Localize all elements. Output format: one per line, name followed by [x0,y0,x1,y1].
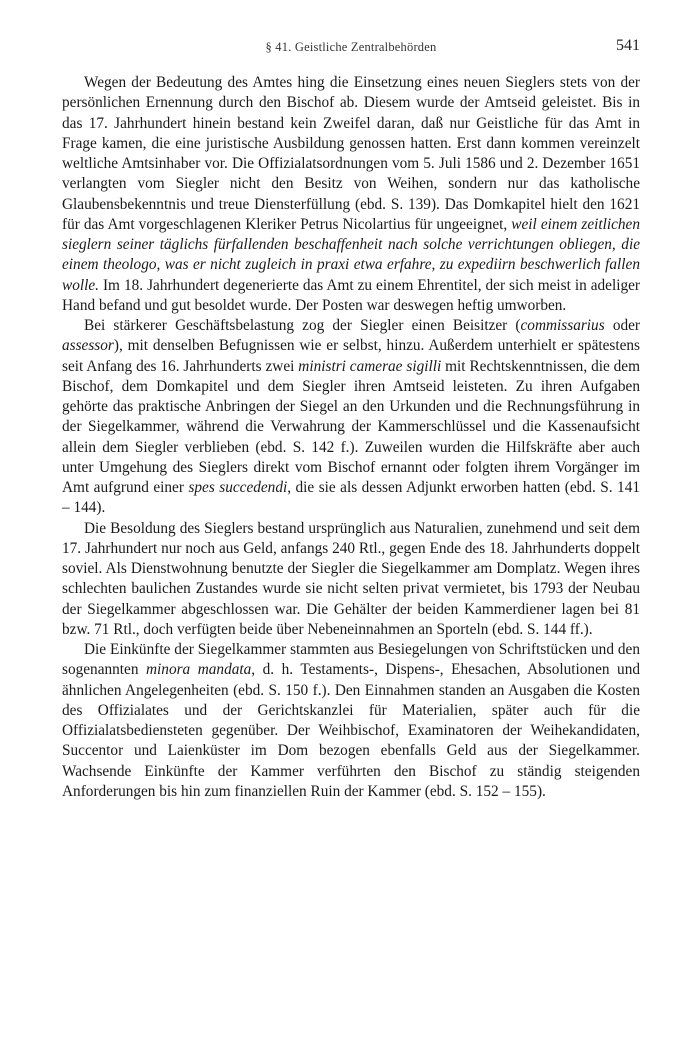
page-number: 541 [616,37,640,54]
paragraph [62,316,640,519]
body-text [62,73,640,802]
paragraph [62,73,640,316]
text-run: oder [604,317,640,334]
italic-phrase: spes succedendi [188,479,288,496]
italic-phrase: minora mandata [146,661,252,679]
text-run: Die Besoldung des Sieglers bestand ursprünglich aus Naturalien, zunehmend und seit dem 17. Jahrhundert nur noch aus Geld, anfangs 240 Rtl., gegen Ende des 18. Jahrhunderts doppelt soviel. Als Dienstwohnung benutzte der Siegler die Siegelkammer am Domplatz. Wegen ihres schlechten baulichen Zustandes wurde sie nicht selten privat vermietet, bis 1793 der Neubau der Siegelkammer abgeschlossen war. Die Gehälter der beiden Kammerdiener lagen bei 81 bzw. 71 Rtl., doch verfügten beide über Nebeneinnahmen an Sporteln (ebd. S. 144 ff.). [62,519,640,638]
italic-phrase: commissarius [520,317,605,334]
paragraph [62,519,640,641]
text-run: Im 18. Jahrhundert degenerierte das Amt zu einem Ehrentitel, der sich meist in adeliger Hand befand und gut besoldet wurde. Der Posten war deswegen heftig umworben. [62,276,640,314]
italic-phrase: assessor [62,337,114,355]
text-run: Die Einkünfte der Siegelkammer stammten aus Besiegelungen von Schriftstücken und den sogenannten [62,641,640,679]
text-run: , die sie als dessen Adjunkt erworben hatten (ebd. S. 141 – 144). [62,479,641,517]
text-run: ), mit denselben Befugnissen wie er selbst, hinzu. Außerdem unterhielt er spätestens seit Anfang des 16. Jahrhunderts zwei [62,337,640,375]
text-run: Bei stärkerer Geschäftsbelastung zog der Siegler einen Beisitzer ( [84,317,521,334]
page-header [62,37,640,60]
paragraph [62,640,640,802]
running-head: § 41. Geistliche Zentralbehörden [265,40,437,54]
text-run: mit Rechtskenntnissen, die dem Bischof, dem Domkapitel und dem Siegler ihren Amtseid leisteten. Zu ihren Aufgaben gehörte das praktische Anbringen der Siegel an den Urkunden und die Rechnungsführung in der Siegelkammer, während die Verwahrung der Kammerschlüssel und die Kassenaufsicht allein dem Siegler verblieben (ebd. S. 142 f.). Zuweilen wurden die Hilfskräfte aber auch unter Umgehung des Sieglers direkt vom Bischof ernannt oder folgten ihrem Vorgänger im Amt aufgrund einer [62,357,640,496]
text-run: Wegen der Bedeutung des Amtes hing die Einsetzung eines neuen Sieglers stets von der persönlichen Ernennung durch den Bischof ab. Diesem wurde der Amtseid geleistet. Bis in das 17. Jahrhundert hinein bestand kein Zweifel daran, daß nur Geistliche für das Amt in Frage kamen, die eine juristische Ausbildung genossen hatten. Erst dann kommen vereinzelt weltliche Amtsinhaber vor. Die Offizialatsordnungen vom 5. Juli 1586 und 2. Dezember 1651 verlangten vom Siegler nicht den Besitz von Weihen, sondern nur das katholische Glaubensbekenntnis und treue Diensterfüllung (ebd. S. 139). Das Domkapitel hielt den 1621 für das Amt vorgeschlagenen Kleriker Petrus Nicolartius für ungeeignet, [62,74,640,233]
italic-phrase: weil einem zeitlichen sieglern seiner täglichs fürfallenden beschaffenheit nach solche verrichtungen obliegen, die einem theologo, was er nicht zugleich in praxi etwa erfahre, zu expediirn beschwerlich fallen wolle. [62,215,640,294]
text-run: , d. h. Testaments-, Dispens-, Ehesachen, Absolutionen und ähnlichen Angelegenheiten (ebd. S. 150 f.). Den Einnahmen standen an Ausgaben die Kosten des Offizialates und der Gerichtskanzlei für Materialien, später auch für die Offizialatsbediensteten gegenüber. Der Weihbischof, Examinatoren der Weihekandidaten, Succentor und Laienküster im Dom bezogen ebenfalls Geld aus der Siegelkammer. Wachsende Einkünfte der Kammer verführten den Bischof zu ständig steigenden Anforderungen bis hin zum finanziellen Ruin der Kammer (ebd. S. 152 – 155). [62,661,640,800]
italic-phrase: ministri camerae sigilli [298,357,442,375]
